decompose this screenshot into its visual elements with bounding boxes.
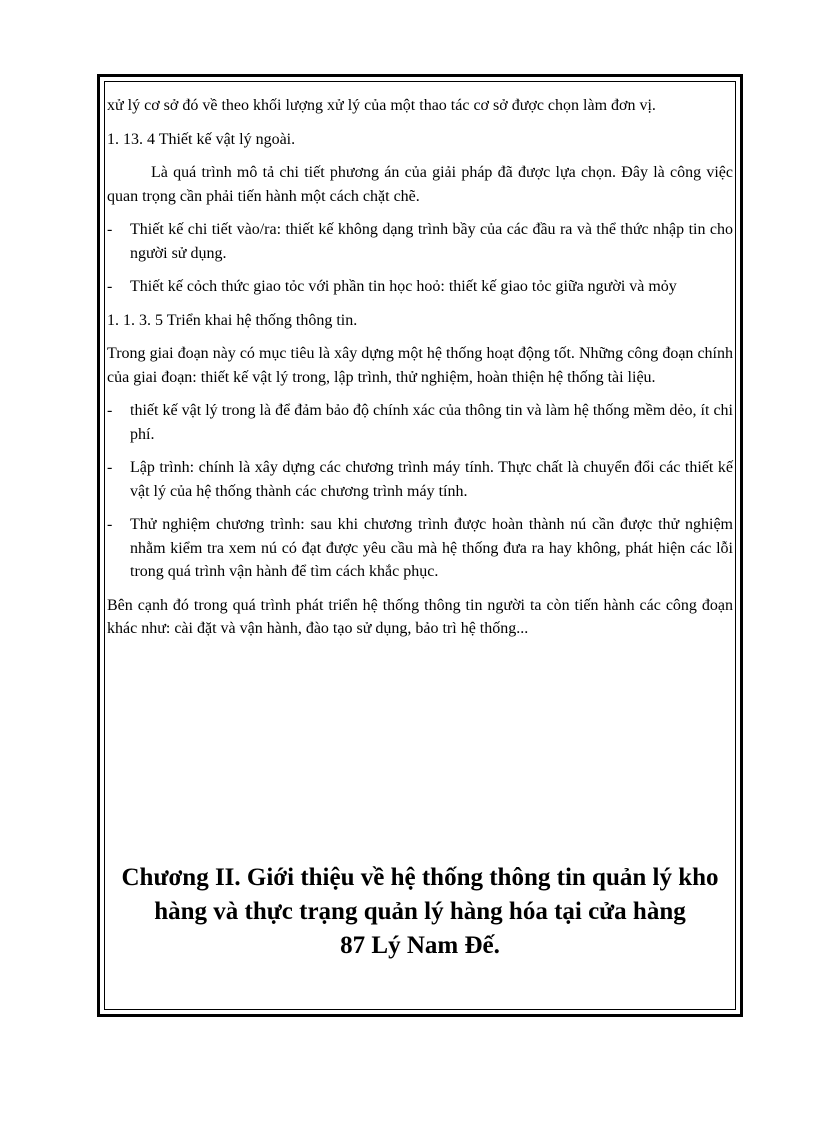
deployment-list bbox=[107, 399, 733, 584]
deployment-intro: Trong giai đoạn này có mục tiêu là xây dựng một hệ thống hoạt động tốt. Những công đoạn chính của giai đoạn: thiết kế vật lý trong, lập trình, thử nghiệm, hoàn thiện hệ thống tài liệu. bbox=[107, 345, 733, 386]
chapter-title-line-2: hàng và thực trạng quản lý hàng hóa tại cửa hàng bbox=[154, 898, 686, 925]
list-item: - Thử nghiệm chương trình: sau khi chương trình được hoàn thành nú cần được thử nghiệm nhằm kiểm tra xem nú có đạt được yêu cầu mà hệ thống đưa ra hay không, phát hiện các lỗi trong quá trình vận hành để tìm cách khắc phục. bbox=[107, 513, 733, 584]
list-item: - Thiết kế chi tiết vào/ra: thiết kế không dạng trình bầy của các đầu ra và thể thức nhập tin cho người sử dụng. bbox=[107, 218, 733, 265]
list-item: - Lập trình: chính là xây dựng các chương trình máy tính. Thực chất là chuyển đổi các thiết kế vật lý của hệ thống thành các chương trình máy tính. bbox=[107, 456, 733, 503]
external-design-list bbox=[107, 218, 733, 299]
section-heading-external-design: 1. 13. 4 Thiết kế vật lý ngoài. bbox=[107, 130, 296, 148]
chapter-title-line-1: Chương II. Giới thiệu về hệ thống thông tin quản lý kho bbox=[121, 864, 719, 891]
deployment-closing: Bên cạnh đó trong quá trình phát triển hệ thống thông tin người ta còn tiến hành các công đoạn khác như: cài đặt và vận hành, đào tạo sử dụng, bảo trì hệ thống... bbox=[107, 596, 733, 637]
continuation-paragraph: xử lý cơ sở đó về theo khối lượng xử lý của một thao tác cơ sở được chọn làm đơn vị. bbox=[107, 97, 656, 114]
list-item: - Thiết kế cỏch thức giao tỏc với phần tin học hoỏ: thiết kế giao tỏc giữa người và mỏy bbox=[107, 275, 733, 299]
chapter-title-line-3: 87 Lý Nam Đế. bbox=[340, 932, 500, 959]
external-design-intro: Là quá trình mô tả chi tiết phương án của giải pháp đã được lựa chọn. Đây là công việc quan trọng cần phải tiến hành một cách chặt chẽ. bbox=[107, 164, 733, 205]
list-item: - thiết kế vật lý trong là để đảm bảo độ chính xác của thông tin và làm hệ thống mềm dẻo, ít chi phí. bbox=[107, 399, 733, 446]
section-heading-deployment: 1. 1. 3. 5 Triển khai hệ thống thông tin. bbox=[107, 311, 358, 329]
body-text bbox=[107, 94, 733, 641]
chapter-title bbox=[107, 861, 733, 963]
